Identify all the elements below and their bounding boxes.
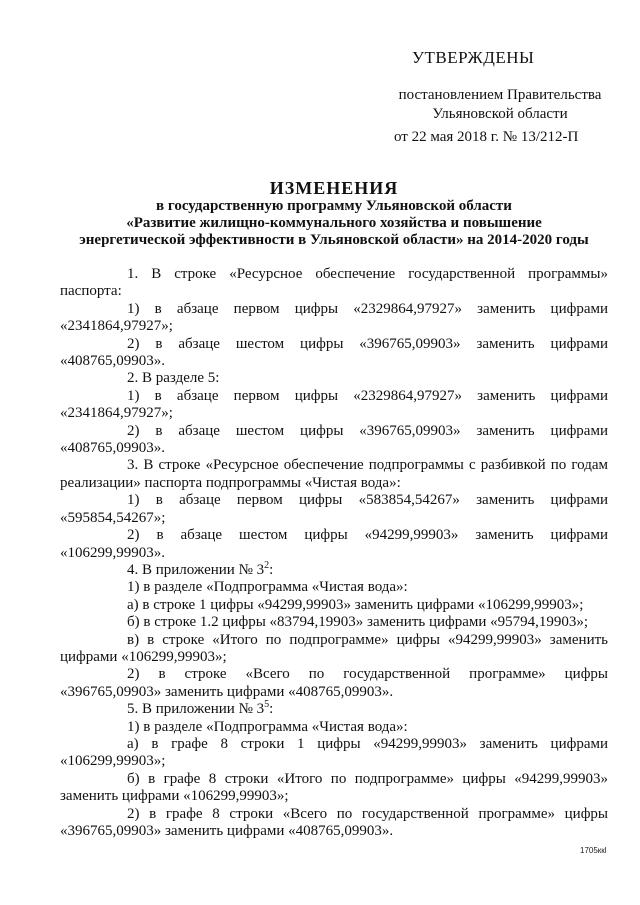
approved-by-line-1: постановлением Правительства [398,87,602,103]
body-line: 2) в строке «Всего по государственной программе» цифры [127,666,608,683]
body-line: цифрами «106299,99903»; [60,648,227,665]
body-line: «408765,09903». [60,353,165,370]
body-line: 1) в абзаце первом цифры «2329864,97927» заменить цифрами [127,387,608,404]
body-line [92,559,608,579]
approved-by-line-2: Ульяновской области [432,106,568,122]
approved-stamp: УТВЕРЖДЕНЫ [412,48,535,67]
body-line: а) в графе 8 строки 1 цифры «94299,99903» заменить цифрами [127,735,608,752]
body-line: 1. В строке «Ресурсное обеспечение государственной программы» [127,266,608,282]
body-line: реализации» паспорта подпрограммы «Чистая вода»: [60,474,401,491]
body-line: «106299,99903». [60,544,165,561]
body-line: 2. В разделе 5: [127,370,220,387]
body-line: «106299,99903»; [60,753,166,770]
document-title [60,180,608,249]
body-line: а) в строке 1 цифры «94299,99903» заменить цифрами «106299,99903»; [127,596,584,613]
body-line-colon: : [269,701,274,718]
body-line: 1) в абзаце первом цифры «2329864,97927» заменить цифрами [127,300,608,317]
title-line-3: энергетической эффективности в Ульяновской области» на 2014-2020 годы [79,232,589,248]
body-line: «396765,09903» заменить цифрами «408765,09903». [60,683,394,700]
body-line [92,701,608,718]
superscript: 2 [264,559,270,571]
approved-by [380,86,620,124]
approval-date: от 22 мая 2018 г. № 13/212-П [394,129,579,145]
body-line: 2) в абзаце шестом цифры «396765,09903» заменить цифрами [127,335,608,352]
body-line: заменить цифрами «106299,99903»; [60,788,289,805]
footer-code: 1705ккl [580,846,607,855]
body-line: б) в строке 1.2 цифры «83794,19903» заменить цифрами «95794,19903»; [127,614,589,631]
body-line-colon: : [269,561,274,578]
body-line-text: 4. В приложении № 3 [127,561,265,578]
body-line: 1) в разделе «Подпрограмма «Чистая вода»: [127,718,408,735]
body-line: 2) в абзаце шестом цифры «94299,99903» заменить цифрами [127,527,608,544]
title-line-1: в государственную программу Ульяновской области [156,198,512,214]
body-line: «408765,09903». [60,440,165,457]
body-line: «396765,09903» заменить цифрами «408765,09903». [60,823,394,839]
body-line: 2) в абзаце шестом цифры «396765,09903» заменить цифрами [127,422,608,439]
body-line: в) в строке «Итого по подпрограмме» цифры «94299,99903» заменить [127,631,608,648]
title-line-2: «Развитие жилищно-коммунального хозяйства и повышение [126,215,542,231]
body-line: 2) в графе 8 строки «Всего по государственной программе» цифры [127,805,608,822]
body-line: паспорта: [60,283,122,300]
body-line: 1) в разделе «Подпрограмма «Чистая вода»: [127,579,408,596]
body-line-text: 5. В приложении № 3 [127,701,265,718]
body-line: б) в графе 8 строки «Итого по подпрограмме» цифры «94299,99903» [127,770,608,787]
body-line: «2341864,97927»; [60,318,173,335]
body-line: 3. В строке «Ресурсное обеспечение подпрограммы с разбивкой по годам [127,457,608,474]
document-body [60,266,608,840]
body-line: 1) в абзаце первом цифры «583854,54267» заменить цифрами [127,492,608,509]
title-heading: ИЗМЕНЕНИЯ [269,178,399,198]
body-line: «595854,54267»; [60,509,166,526]
body-line: «2341864,97927»; [60,405,173,422]
superscript: 5 [264,699,270,711]
